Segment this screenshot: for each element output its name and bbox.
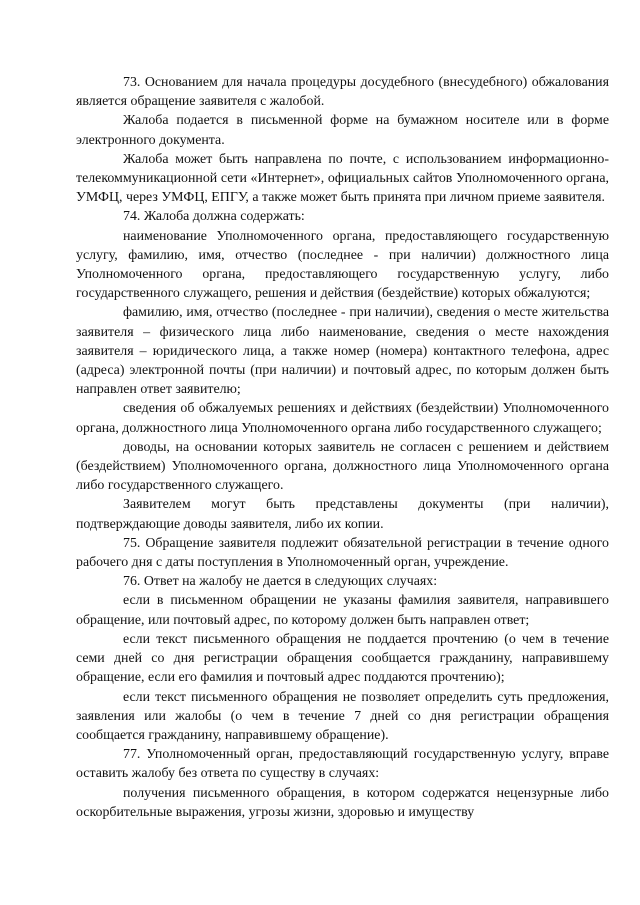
paragraph-75-registration: 75. Обращение заявителя подлежит обязательной регистрации в течение одного рабочего дня с даты поступления в Уполномоченный орган, учреждение. [76, 535, 609, 571]
paragraph-arguments: доводы, на основании которых заявитель не согласен с решением и действием (бездействием) Уполномоченного органа, должностного лица Уполномоченного органа либо государственного служащего. [76, 439, 609, 494]
paragraph-complaint-channels: Жалоба может быть направлена по почте, с использованием информационно-телекоммуникационной сети «Интернет», официальных сайтов Уполномоченного органа, УМФЦ, через УМФЦ, ЕПГУ, а также может быть принята при личном приеме заявителя. [76, 151, 609, 206]
paragraph-appealed-decisions: сведения об обжалуемых решениях и действиях (бездействии) Уполномоченного органа, должностного лица Уполномоченного органа либо государственного служащего; [76, 401, 609, 436]
document-page [76, 73, 609, 822]
paragraph-unreadable-text: если текст письменного обращения не поддается прочтению (о чем в течение семи дней со дня регистрации обращения сообщается гражданину, направившему обращение, если его фамилия и почтовый адрес поддаются прочтению); [76, 631, 609, 686]
paragraph-74-contents: 74. Жалоба должна содержать: [123, 209, 305, 225]
paragraph-complaint-form: Жалоба подается в письменной форме на бумажном носителе или в форме электронного документа. [76, 113, 609, 148]
paragraph-unclear-essence: если текст письменного обращения не позволяет определить суть предложения, заявления или жалобы (о чем в течение 7 дней со дня регистрации обращения сообщается гражданину, направившему обращение). [76, 689, 609, 743]
paragraph-supporting-documents: Заявителем могут быть представлены документы (при наличии), подтверждающие доводы заявителя, либо их копии. [76, 497, 609, 532]
paragraph-73-grounds: 73. Основанием для начала процедуры досудебного (внесудебного) обжалования является обращение заявителя с жалобой. [76, 75, 609, 110]
paragraph-applicant-details: фамилию, имя, отчество (последнее - при наличии), сведения о месте жительства заявителя – физического лица либо наименование, сведения о месте нахождения заявителя – юридического лица, а также номер (номера) контактного телефона, адрес (адреса) электронной почты (при наличии) и почтовый адрес, по которым должен быть направлен ответ заявителю; [76, 305, 609, 398]
paragraph-authority-name: наименование Уполномоченного органа, предоставляющего государственную услугу, фамилию, имя, отчество (последнее - при наличии) должностного лица Уполномоченного органа, предоставляющего государственную услугу, либо государственного служащего, решения и действия (бездействие) которых обжалуются; [76, 228, 609, 302]
paragraph-77-no-answer-on-merits: 77. Уполномоченный орган, предоставляющий государственную услугу, вправе оставить жалобу без ответа по существу в случаях: [76, 747, 609, 782]
paragraph-obscene-expressions: получения письменного обращения, в котором содержатся нецензурные либо оскорбительные выражения, угрозы жизни, здоровью и имуществу [76, 785, 609, 820]
paragraph-no-name-address: если в письменном обращении не указаны фамилия заявителя, направившего обращение, или почтовый адрес, по которому должен быть направлен ответ; [76, 593, 609, 628]
paragraph-76-no-answer: 76. Ответ на жалобу не дается в следующих случаях: [123, 574, 438, 590]
